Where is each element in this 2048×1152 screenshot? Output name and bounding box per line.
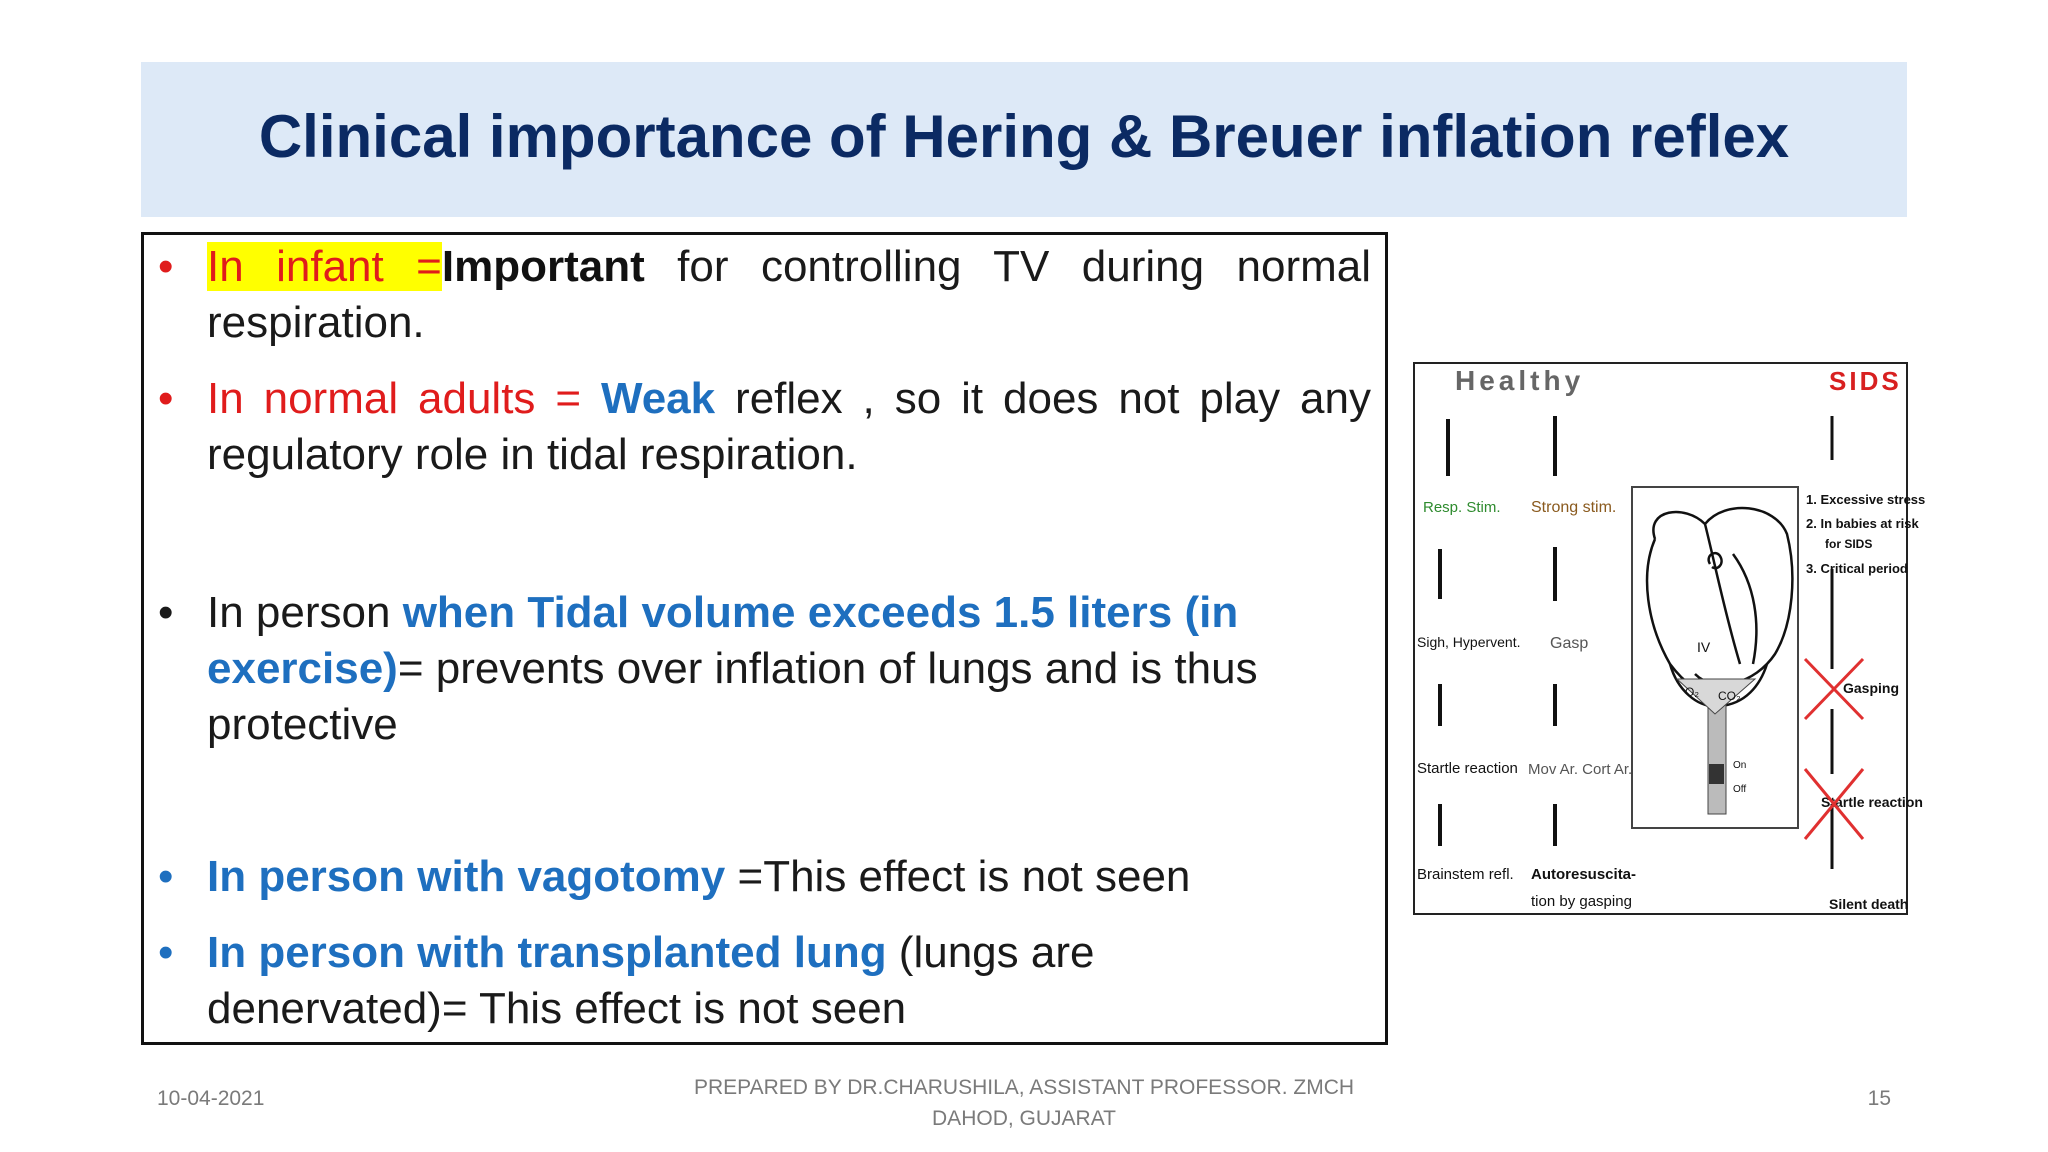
content-box — [141, 232, 1388, 1045]
sids-diagram — [1413, 362, 1926, 915]
slide-title: Clinical importance of Hering & Breuer inflation reflex — [258, 103, 1790, 170]
bullet-infant-emphasis: Important — [441, 242, 645, 291]
sids-diagram-svg — [1415, 364, 1926, 917]
bullet-dot: • — [158, 374, 174, 423]
col3-critical: 3. Critical period — [1806, 561, 1908, 576]
bullet-adults-label: In normal adults = — [207, 374, 601, 423]
col1-sigh: Sigh, Hypervent. — [1417, 634, 1521, 650]
bullet-dot: • — [158, 852, 174, 901]
bullet-vagotomy-text: =This effect is not seen — [725, 852, 1191, 901]
footer-credit-line2: DAHOD, GUJARAT — [932, 1107, 1116, 1130]
col3-stress: 1. Excessive stress — [1806, 492, 1926, 507]
col3-silent-death: Silent death — [1829, 896, 1909, 912]
bullet-tidal-label: In person — [207, 588, 403, 637]
bullet-adults-emphasis: Weak — [600, 374, 716, 423]
col1-bars — [1440, 419, 1448, 846]
col2-gasp: Gasp — [1550, 635, 1589, 652]
col1-brainstem: Brainstem refl. — [1417, 866, 1514, 883]
footer-credit — [640, 1072, 1408, 1134]
brain-label-iv: IV — [1697, 639, 1711, 655]
bullet-vagotomy-emphasis: In person with vagotomy — [207, 852, 726, 901]
col2-strong-stim: Strong stim. — [1531, 499, 1617, 516]
bullet-infant-label: In infant = — [207, 242, 442, 291]
bullet-adults-text: reflex , so it does not play any regulatory role in tidal respiration. — [207, 374, 1371, 479]
brain-label-o2: O₂ — [1685, 685, 1699, 699]
sids-header: SIDS — [1829, 366, 1902, 396]
footer-date: 10-04-2021 — [157, 1087, 265, 1110]
footer-credit-line1: PREPARED BY DR.CHARUSHILA, ASSISTANT PROFESSOR. ZMCH — [693, 1076, 1355, 1099]
col1-startle: Startle reaction — [1417, 760, 1518, 777]
title-bar — [141, 62, 1907, 217]
bullet-transplant — [158, 925, 1165, 1037]
col3-babies: 2. In babies at risk — [1806, 516, 1919, 531]
col3-gasping: Gasping — [1843, 680, 1900, 696]
healthy-header: Healthy — [1455, 365, 1585, 396]
bullet-tidal-text: = prevents over inflation of lungs and is thus protective — [207, 644, 1258, 749]
bullet-dot: • — [158, 588, 174, 637]
col3-sids: for SIDS — [1825, 537, 1873, 551]
col2-mov-ar: Mov Ar. Cort Ar. — [1528, 761, 1633, 778]
bullet-adults — [158, 371, 1371, 483]
col1-resp-stim: Resp. Stim. — [1423, 499, 1501, 516]
col3-startle: Startle reaction — [1821, 794, 1923, 810]
col2-gasping: tion by gasping — [1531, 893, 1632, 910]
footer-page-number: 15 — [1867, 1087, 1891, 1110]
bullet-dot: • — [158, 242, 174, 291]
bullet-infant-text: for controlling TV during normal respiration. — [207, 242, 1371, 347]
brain-label-on: On — [1733, 760, 1747, 771]
bullet-transplant-emphasis: In person with transplanted lung — [207, 928, 887, 977]
bullet-transplant-text: (lungs are denervated)= This effect is not seen — [207, 928, 1095, 1033]
bullet-dot: • — [158, 928, 174, 977]
col2-autoresus: Autoresuscita- — [1531, 866, 1637, 883]
brain-label-co2: CO₂ — [1718, 689, 1741, 703]
bullet-tidal-volume — [158, 585, 1275, 753]
bullet-vagotomy — [158, 849, 1371, 905]
bullet-tidal-emphasis: when Tidal volume exceeds 1.5 liters (in exercise) — [207, 588, 1239, 693]
brain-label-off: Off — [1733, 784, 1747, 795]
bullet-infant — [158, 239, 1371, 351]
